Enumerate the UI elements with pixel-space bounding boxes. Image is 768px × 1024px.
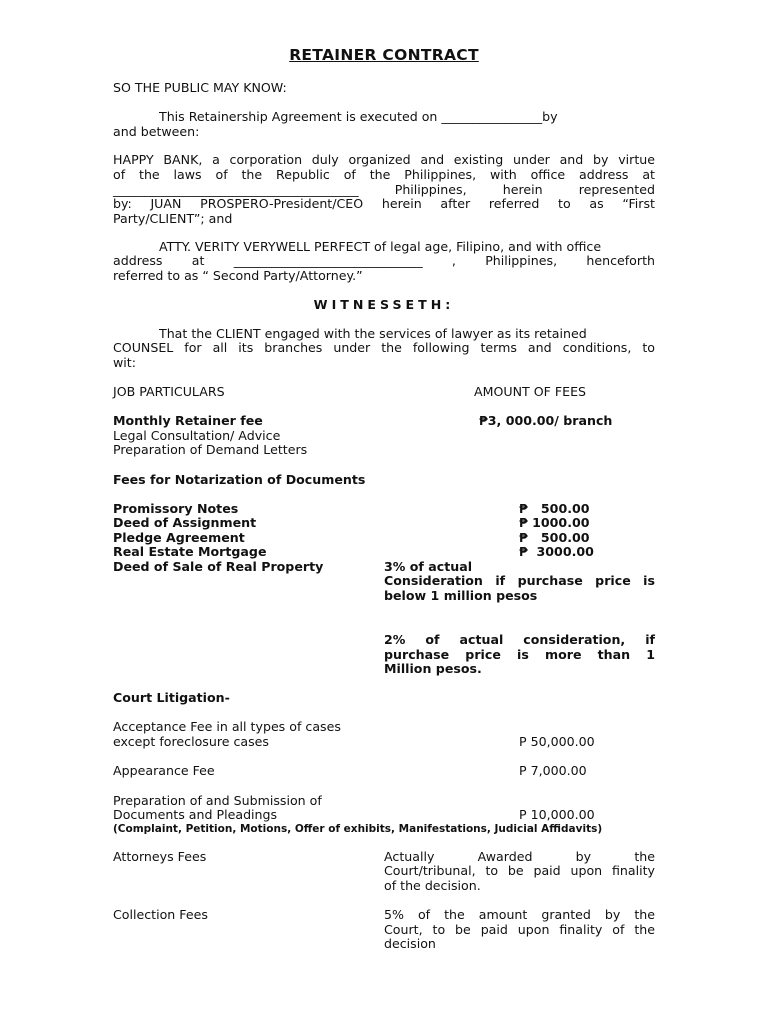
appearance-fee-label: Appearance Fee <box>113 763 215 778</box>
collection-fees-terms: decision <box>384 936 436 951</box>
monthly-retainer-amount: ₱3, 000.00/ branch <box>479 413 613 428</box>
notarization-row-label: Deed of Assignment <box>113 515 257 530</box>
preparation-fee-note: (Complaint, Petition, Motions, Offer of exhibits, Manifestations, Judicial Affidavits) <box>113 823 603 835</box>
terms-line: wit: <box>113 355 136 370</box>
second-party-line: referred to as “ Second Party/Attorney.” <box>113 268 363 283</box>
attorneys-fees-terms: Actually Awarded by the <box>384 849 655 864</box>
deed-fee-line: 2% of actual consideration, if <box>384 632 655 647</box>
witnesseth-heading: WITNESSETH: <box>313 297 455 312</box>
first-party-line: _______________________________________ Philippines, herein represented <box>113 182 655 197</box>
terms-line: COUNSEL for all its branches under the following terms and conditions, to <box>113 340 655 355</box>
appearance-fee-amount: P 7,000.00 <box>519 763 587 778</box>
collection-fees-label: Collection Fees <box>113 907 208 922</box>
notarization-row-label: Promissory Notes <box>113 501 239 516</box>
acceptance-fee-label: Acceptance Fee in all types of cases <box>113 719 341 734</box>
first-party-line: Party/CLIENT”; and <box>113 211 233 226</box>
attorneys-fees-label: Attorneys Fees <box>113 849 207 864</box>
execution-line: This Retainership Agreement is executed on ________________by <box>159 109 558 124</box>
notarization-row-label: Real Estate Mortgage <box>113 544 267 559</box>
document-title: RETAINER CONTRACT <box>289 46 479 64</box>
notarization-row-amount: ₱ 1000.00 <box>519 515 590 530</box>
retainer-item: Preparation of Demand Letters <box>113 442 308 457</box>
execution-continued: and between: <box>113 124 200 139</box>
terms-line: That the CLIENT engaged with the services of lawyer as its retained <box>159 326 587 341</box>
monthly-retainer-label: Monthly Retainer fee <box>113 413 263 428</box>
deed-of-sale-label: Deed of Sale of Real Property <box>113 559 324 574</box>
deed-fee-line: Consideration if purchase price is <box>384 573 655 588</box>
deed-fee-line: below 1 million pesos <box>384 588 538 603</box>
deed-fee-line: purchase price is more than 1 <box>384 647 655 662</box>
job-particulars-header: JOB PARTICULARS <box>113 384 225 399</box>
acceptance-fee-amount: P 50,000.00 <box>519 734 595 749</box>
notarization-row-label: Pledge Agreement <box>113 530 245 545</box>
second-party-line: ATTY. VERITY VERYWELL PERFECT of legal age, Filipino, and with office <box>159 239 602 254</box>
notarization-row-amount: ₱ 500.00 <box>519 530 590 545</box>
collection-fees-terms: 5% of the amount granted by the <box>384 907 655 922</box>
notarization-row-amount: ₱ 3000.00 <box>519 544 594 559</box>
deed-fee-line: 3% of actual <box>384 559 473 574</box>
preparation-fee-label: Preparation of and Submission of <box>113 793 322 808</box>
attorneys-fees-terms: of the decision. <box>384 878 481 893</box>
retainer-item: Legal Consultation/ Advice <box>113 428 281 443</box>
preparation-fee-amount: P 10,000.00 <box>519 807 595 822</box>
first-party-line: by: JUAN PROSPERO-President/CEO herein after referred to as “First <box>113 196 655 211</box>
public-notice: SO THE PUBLIC MAY KNOW: <box>113 80 287 95</box>
deed-fee-line: Million pesos. <box>384 661 482 676</box>
notarization-row-amount: ₱ 500.00 <box>519 501 590 516</box>
first-party-line: HAPPY BANK, a corporation duly organized and existing under and by virtue <box>113 152 655 167</box>
first-party-line: of the laws of the Republic of the Philippines, with office address at <box>113 167 655 182</box>
amount-of-fees-header: AMOUNT OF FEES <box>474 384 587 399</box>
attorneys-fees-terms: Court/tribunal, to be paid upon finality <box>384 863 655 878</box>
court-litigation-heading: Court Litigation- <box>113 690 230 705</box>
collection-fees-terms: Court, to be paid upon finality of the <box>384 922 655 937</box>
notarization-heading: Fees for Notarization of Documents <box>113 472 366 487</box>
preparation-fee-label: Documents and Pleadings <box>113 807 278 822</box>
second-party-line: address at ______________________________ , Philippines, henceforth <box>113 253 655 268</box>
acceptance-fee-label: except foreclosure cases <box>113 734 269 749</box>
